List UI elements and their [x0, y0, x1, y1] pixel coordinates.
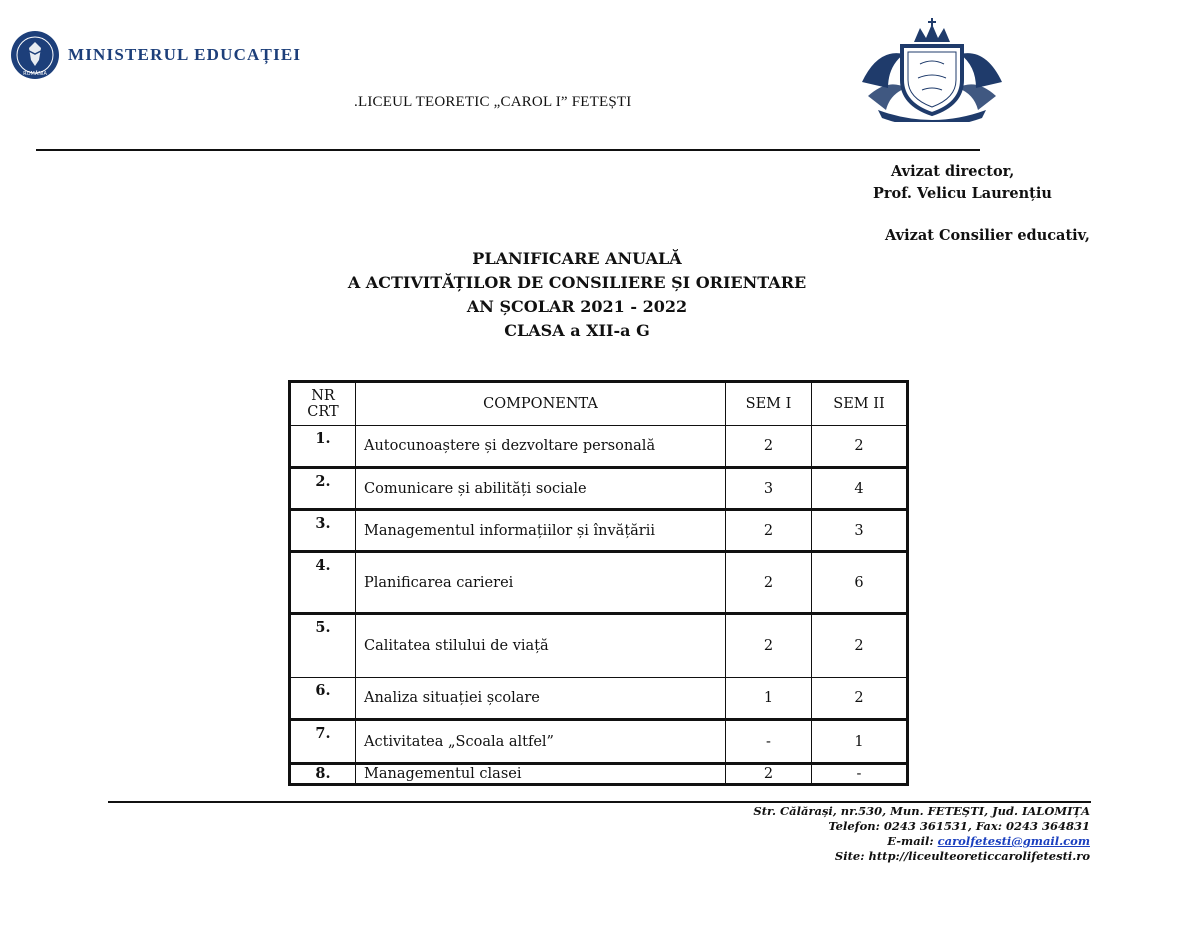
row-component: Analiza situației școlare — [356, 678, 726, 720]
director-name: Prof. Velicu Laurențiu — [873, 185, 1052, 202]
ministry-seal-icon — [10, 30, 60, 80]
row-component: Managementul clasei — [356, 764, 726, 785]
header-nr-crt — [290, 382, 356, 426]
row-number: 6. — [290, 678, 356, 720]
header-sem1: SEM I — [726, 382, 812, 426]
table-row — [290, 764, 908, 785]
row-component: Comunicare și abilități sociale — [356, 468, 726, 510]
row-number: 3. — [290, 510, 356, 552]
document-title — [277, 247, 877, 343]
row-number: 7. — [290, 720, 356, 764]
row-component: Activitatea „Scoala altfel” — [356, 720, 726, 764]
table-row — [290, 720, 908, 764]
table-row — [290, 614, 908, 678]
footer-email-line — [753, 834, 1090, 849]
row-component: Autocunoaștere și dezvoltare personală — [356, 426, 726, 468]
header-nr: NR — [311, 388, 335, 404]
row-number: 5. — [290, 614, 356, 678]
title-line-1: PLANIFICARE ANUALĂ — [472, 249, 682, 268]
row-sem2: - — [812, 764, 908, 785]
row-number: 4. — [290, 552, 356, 614]
header-sem2: SEM II — [812, 382, 908, 426]
row-sem2: 6 — [812, 552, 908, 614]
table-row — [290, 678, 908, 720]
header-component: COMPONENTA — [356, 382, 726, 426]
row-sem1: 2 — [726, 552, 812, 614]
row-number: 2. — [290, 468, 356, 510]
table-row — [290, 426, 908, 468]
row-sem2: 3 — [812, 510, 908, 552]
table-row — [290, 468, 908, 510]
row-sem1: 2 — [726, 614, 812, 678]
director-approval-label: Avizat director, — [891, 163, 1015, 180]
row-sem1: - — [726, 720, 812, 764]
row-component: Managementul informațiilor și învățării — [356, 510, 726, 552]
planning-table — [288, 380, 909, 786]
seal-text: ROMÂNIA — [23, 71, 47, 77]
row-sem1: 2 — [726, 510, 812, 552]
ministry-name: MINISTERUL EDUCAȚIEI — [68, 45, 302, 64]
table-row — [290, 552, 908, 614]
footer-contact — [753, 804, 1090, 864]
title-line-2: A ACTIVITĂȚILOR DE CONSILIERE ȘI ORIENTARE — [347, 273, 807, 292]
table-header-row — [290, 382, 908, 426]
row-sem1: 1 — [726, 678, 812, 720]
row-sem2: 2 — [812, 678, 908, 720]
title-line-4: CLASA a XII-a G — [504, 321, 650, 340]
footer-email-link[interactable]: carolfetesti@gmail.com — [937, 834, 1090, 848]
title-line-3: AN ȘCOLAR 2021 - 2022 — [466, 297, 688, 316]
consilier-approval-label: Avizat Consilier educativ, — [885, 227, 1090, 244]
row-component: Planificarea carierei — [356, 552, 726, 614]
footer-email-label: E-mail: — [887, 834, 938, 848]
row-number: 1. — [290, 426, 356, 468]
footer-site: Site: http://liceulteoreticcarolifetesti.ro — [834, 849, 1090, 863]
row-sem2: 4 — [812, 468, 908, 510]
ministry-logo — [10, 30, 301, 80]
row-sem1: 2 — [726, 764, 812, 785]
header-divider — [36, 149, 980, 151]
row-sem1: 2 — [726, 426, 812, 468]
row-sem2: 2 — [812, 426, 908, 468]
header-crt: CRT — [307, 404, 339, 420]
school-crest-icon — [858, 18, 1006, 122]
row-sem2: 1 — [812, 720, 908, 764]
row-number: 8. — [290, 764, 356, 785]
row-component: Calitatea stilului de viață — [356, 614, 726, 678]
row-sem2: 2 — [812, 614, 908, 678]
row-sem1: 3 — [726, 468, 812, 510]
footer-address: Str. Călărași, nr.530, Mun. FETEȘTI, Jud. IALOMIȚA — [753, 804, 1090, 818]
footer-phone: Telefon: 0243 361531, Fax: 0243 364831 — [828, 819, 1090, 833]
table-row — [290, 510, 908, 552]
footer-divider — [108, 801, 1091, 803]
school-name: .LICEUL TEORETIC „CAROL I” FETEȘTI — [354, 94, 632, 110]
